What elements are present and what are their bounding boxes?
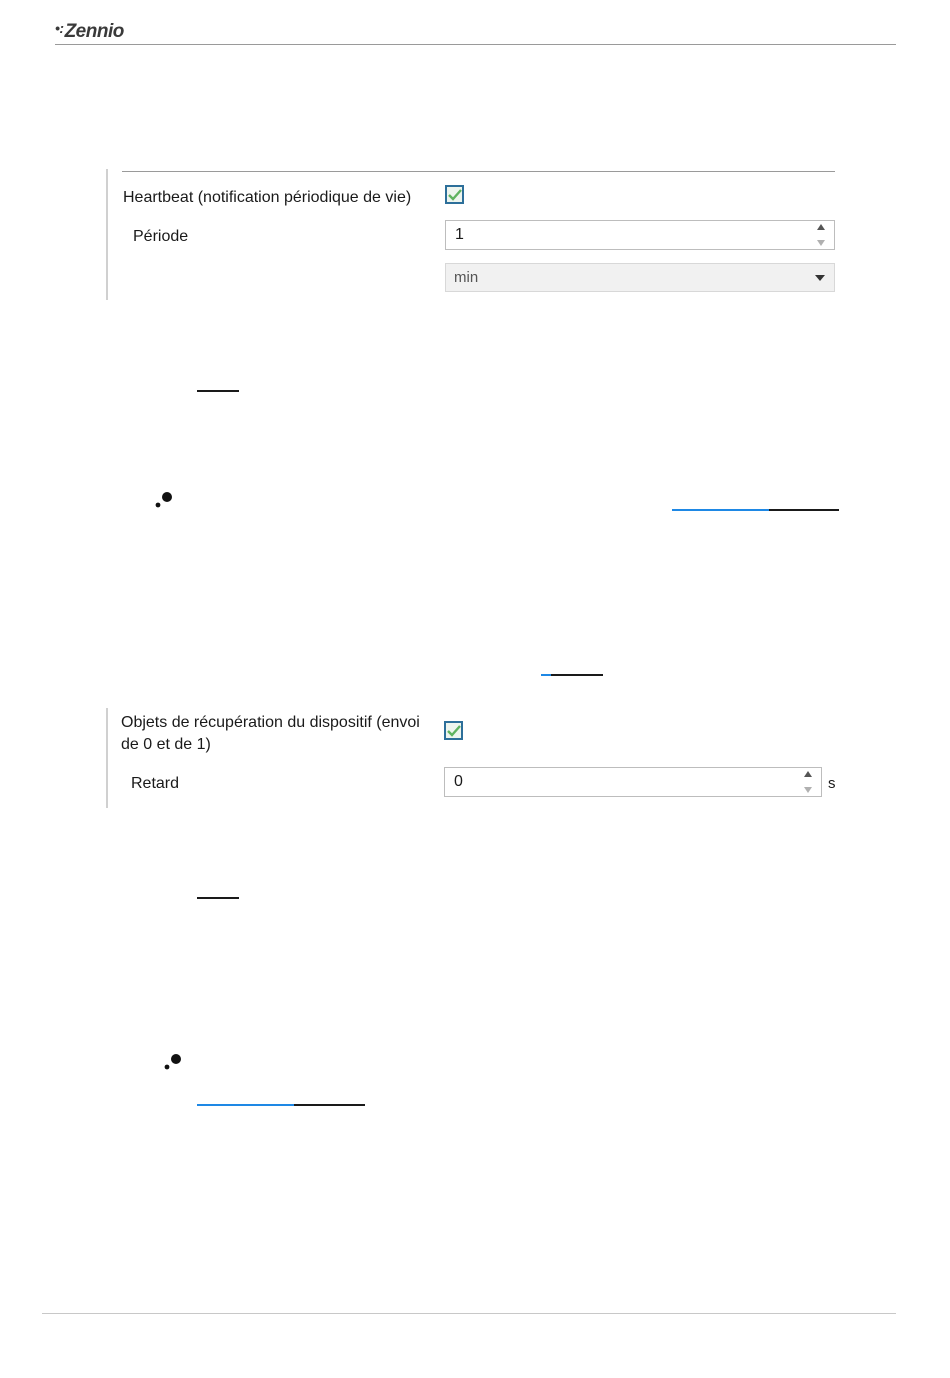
link-underline-short (541, 674, 551, 676)
dot-bullet-icon (163, 1052, 187, 1072)
spin-up-icon[interactable] (804, 771, 812, 777)
panel-left-border (106, 169, 108, 300)
spin-down-icon[interactable] (817, 240, 825, 246)
delay-spinner[interactable] (444, 767, 822, 797)
delay-value: 0 (454, 773, 463, 790)
header-divider (55, 44, 896, 45)
period-label: Période (133, 228, 189, 245)
panel-top-divider (122, 171, 835, 172)
link-underline-dark-short (551, 674, 603, 676)
delay-label: Retard (131, 775, 180, 792)
link-underline-2 (197, 1104, 294, 1106)
spinner-arrows-icon[interactable] (816, 224, 826, 246)
heartbeat-checkbox[interactable] (445, 185, 464, 204)
link-underline (672, 509, 769, 511)
spin-down-icon[interactable] (804, 787, 812, 793)
footer-divider (42, 1313, 896, 1314)
link-underline-dark-2 (294, 1104, 365, 1106)
period-value: 1 (455, 226, 464, 243)
checkmark-icon (447, 725, 461, 737)
chevron-down-icon (815, 275, 825, 281)
recovery-checkbox[interactable] (444, 721, 463, 740)
brand-name: Zennio (64, 21, 124, 42)
spin-up-icon[interactable] (817, 224, 825, 230)
checkmark-icon (448, 189, 462, 201)
recovery-label-line1: Objets de récupération du dispositif (envoi (121, 714, 420, 731)
spinner-arrows-icon[interactable] (803, 771, 813, 793)
text-rule (197, 390, 239, 392)
recovery-label-line2: de 0 et de 1) (121, 736, 211, 753)
text-rule-2 (197, 897, 239, 899)
heartbeat-label: Heartbeat (notification périodique de vie) (123, 189, 412, 206)
delay-unit: s (828, 775, 836, 792)
period-unit-value: min (454, 269, 479, 286)
period-spinner[interactable] (445, 220, 835, 250)
brand-logo (55, 20, 124, 43)
dot-bullet-icon (154, 490, 178, 510)
period-unit-select[interactable] (445, 263, 835, 292)
logo-dots-icon: •: (55, 20, 64, 36)
panel-left-border-2 (106, 708, 108, 808)
link-underline-dark (769, 509, 839, 511)
